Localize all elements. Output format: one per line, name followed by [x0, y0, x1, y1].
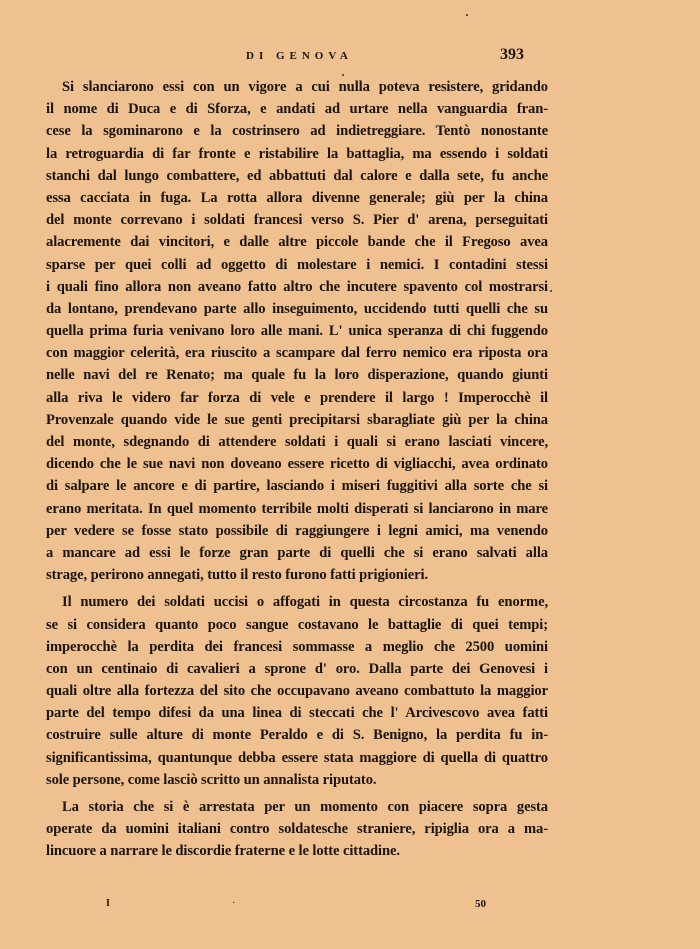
text-line: Provenzale quando vide le sue genti precipitarsi sbaragliate giù per la china — [46, 411, 548, 428]
ink-speck — [342, 74, 344, 76]
body-text — [46, 76, 548, 863]
text-line: per vedere se fosse stato possibile di raggiungere i legni amici, ma venendo — [46, 522, 548, 539]
signature-mark: 50 — [475, 898, 486, 910]
text-line: alla riva le videro far forza di vele e prendere il largo ! Imperocchè il — [46, 389, 548, 406]
text-line: sole persone, come lasciò scritto un annalista riputato. — [46, 771, 377, 788]
text-line: con maggior celerità, era riuscito a scampare dal ferro nemico era riposta ora — [46, 345, 548, 362]
text-line: di salpare le ancore e di partire, lasciando i miseri fuggitivi alla sorte che si — [46, 478, 548, 495]
text-line: alacremente dai vincitori, e dalle altre piccole bande che il Fregoso avea — [46, 234, 548, 251]
paragraph — [46, 591, 548, 791]
text-line: con un centinaio di cavalieri a sprone d' oro. Dalla parte dei Genovesi i — [46, 660, 548, 677]
text-line: del monte correvano i soldati francesi verso S. Pier d' arena, perseguitati — [46, 212, 548, 229]
footer-mark: I — [106, 898, 110, 909]
running-head — [0, 46, 700, 68]
text-line: nelle navi del re Renato; ma quale fu la loro disperazione, quando giunti — [46, 367, 548, 384]
text-line: Si slanciarono essi con un vigore a cui nulla poteva resistere, gridando — [62, 79, 548, 95]
paragraph — [46, 796, 548, 863]
text-line: sparse per quei colli ad oggetto di molestare i nemici. I contadini stessi — [46, 256, 548, 273]
text-line: il nome di Duca e di Sforza, e andati ad urtare nella vanguardia fran- — [46, 101, 548, 118]
ink-speck — [466, 14, 468, 16]
text-line: essa cacciata in fuga. La rotta allora divenne generale; giù per la china — [46, 189, 548, 206]
running-title: DI GENOVA — [246, 50, 353, 62]
text-line: parte del tempo difesi da una linea di steccati che l' Arcivescovo avea fatti — [46, 705, 548, 722]
text-line: quali oltre alla fortezza del sito che occupavano aveano combattuto la maggior — [46, 683, 548, 700]
page-number: 393 — [500, 46, 524, 63]
ink-speck — [550, 290, 552, 292]
footer-dot: · — [232, 898, 236, 909]
text-line: quella prima furia venivano loro alle mani. L' unica speranza di chi fuggendo — [46, 323, 548, 340]
text-line: operate da uomini italiani contro soldatesche straniere, ripiglia ora a ma- — [46, 821, 548, 838]
text-line: i quali fino allora non aveano fatto altro che incutere spavento col mostrarsi — [46, 278, 548, 295]
text-line: Il numero dei soldati uccisi o affogati in questa circostanza fu enorme, — [62, 594, 548, 611]
text-line: da lontano, prendevano parte allo inseguimento, uccidendo tutti quelli che su — [46, 300, 548, 317]
text-line: la retroguardia di far fronte e ristabilire la battaglia, ma essendo i soldati — [46, 145, 548, 162]
text-line: La storia che si è arrestata per un momento con piacere sopra gesta — [62, 799, 548, 815]
text-line: imperocchè la perdita dei francesi sommasse a meglio che 2500 uomini — [46, 638, 548, 655]
paragraph — [46, 76, 548, 586]
text-line: a mancare ad essi le forze gran parte di quelli che si erano salvati alla — [46, 544, 548, 561]
text-line: strage, perirono annegati, tutto il resto furono fatti prigionieri. — [46, 567, 429, 584]
text-line: significantissima, quantunque debba essere stata maggiore di quella di quattro — [46, 749, 548, 766]
text-line: cese la sgominarono e la costrinsero ad indietreggiare. Tentò nonostante — [46, 123, 548, 140]
text-line: erano meritata. In quel momento terribile molti disperati si lanciarono in mare — [46, 500, 548, 517]
text-line: dicendo che le sue navi non doveano essere ricetto di vigliacchi, avea ordinato — [46, 456, 548, 473]
text-line: stanchi dal lungo combattere, ed abbattuti dal calore e dalla sete, fu anche — [46, 167, 548, 184]
text-line: lincuore a narrare le discordie fraterne e le lotte cittadine. — [46, 843, 400, 860]
text-line: costruire sulle alture di monte Peraldo e di S. Benigno, la perdita fu in- — [46, 727, 548, 744]
page-footer — [0, 898, 700, 918]
text-line: del monte, sdegnando di attendere soldati i quali si erano lasciati vincere, — [46, 434, 548, 450]
text-line: se si considera quanto poco sangue costavano le battaglie di quei tempi; — [46, 616, 548, 633]
